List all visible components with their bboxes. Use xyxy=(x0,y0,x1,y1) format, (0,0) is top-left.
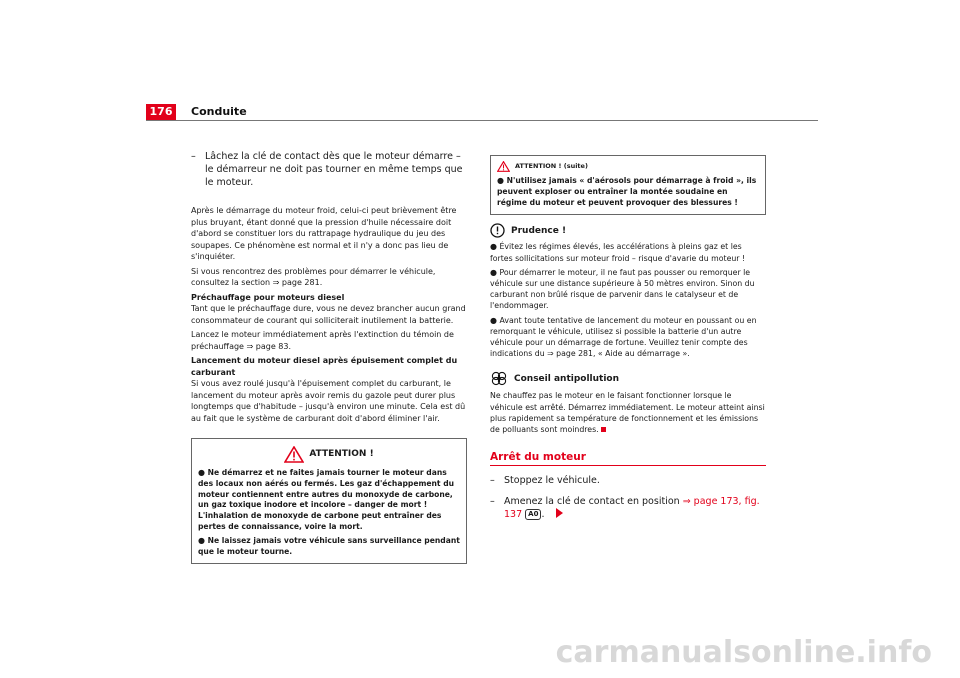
subheading-fuel-empty: Lancement du moteur diesel après épuisement complet du carburant xyxy=(191,356,458,377)
next-page-arrow-icon xyxy=(556,508,563,518)
end-of-section-icon xyxy=(601,427,606,432)
warning-triangle-icon xyxy=(497,161,510,172)
warning-continued-box xyxy=(490,155,766,215)
step-text: Lâchez la clé de contact dès que le moteur démarre – le démarreur ne doit pas tourner en même temps que le moteur. xyxy=(205,151,463,188)
key-position-badge: A0 xyxy=(525,509,541,520)
step-text: Stoppez le véhicule. xyxy=(504,475,600,487)
warning-triangle-icon xyxy=(284,446,304,463)
caution-header xyxy=(490,223,766,238)
header-divider xyxy=(146,120,818,121)
bullet-icon: ● xyxy=(497,176,504,185)
step-dash: – xyxy=(490,496,495,508)
step-dash: – xyxy=(191,151,196,162)
eco-text: Ne chauffez pas le moteur en le faisant fonctionner lorsque le véhicule est arrêté. Démarrez immédiatement. Le moteur atteint ainsi plus rapidement sa température de fonctionnement et les émissions de polluants sont moindres. xyxy=(490,391,765,435)
section-divider xyxy=(490,465,766,466)
section-title-engine-stop: Arrêt du moteur xyxy=(490,451,586,464)
page-reference-link[interactable]: ⇒ page 173, fig. 137 xyxy=(504,496,760,521)
paragraph-preheat: Tant que le préchauffage dure, vous ne devez brancher aucun grand consommateur de courant qui solliciterait inutilement la batterie. xyxy=(191,304,466,325)
bullet-icon: ● xyxy=(490,242,497,252)
step-dash: – xyxy=(490,475,495,487)
paragraph-start-problems: Si vous rencontrez des problèmes pour démarrer le véhicule, consultez la section ⇒ page 281. xyxy=(191,266,436,287)
watermark: carmanualsonline.info xyxy=(555,635,932,670)
warning-item-unattended: ● Ne laissez jamais votre véhicule sans surveillance pendant que le moteur tourne. xyxy=(198,535,460,556)
right-column xyxy=(490,155,766,523)
chapter-title: Conduite xyxy=(191,105,247,118)
step-key-position: – Amenez la clé de contact en position ⇒ page 173, fig. 137 A0 . xyxy=(490,496,760,521)
warning-header xyxy=(198,443,460,465)
bullet-icon: ● xyxy=(490,315,497,325)
caution-item-jump-start: ● Avant toute tentative de lancement du moteur en poussant ou en remorquant le véhicule, utilisez si possible la batterie d'un autre véhicule pour un démarrage de fortune. Veuillez tenir compte des indications du ⇒ page 281, « Aide au démarrage ». xyxy=(490,315,757,359)
step-release-key xyxy=(191,150,467,189)
bullet-icon: ● xyxy=(198,468,205,477)
eco-title: Conseil antipollution xyxy=(514,374,620,385)
warning-box xyxy=(191,438,467,564)
page-number: 176 xyxy=(146,104,176,120)
warning-item-ventilation: ● Ne démarrez et ne faites jamais tourner le moteur dans des locaux non aérés ou fermés. Les gaz d'échappement du moteur contiennent entre autres du monoxyde de carbone, un gaz toxique inodore et incolore – danger de mort ! L'inhalation de monoxyde de carbone peut entraîner des pertes de connaissance, voire la mort. xyxy=(198,468,455,531)
warning-continued-title: ATTENTION ! (suite) xyxy=(515,162,588,170)
warning-item-aerosol: ● N'utilisez jamais « d'aérosols pour démarrage à froid », ils peuvent exploser ou entraîner la montée soudaine en régime du moteur et peuvent provoquer des blessures ! xyxy=(497,176,757,207)
left-column xyxy=(191,150,467,564)
step-text: Amenez la clé de contact en position xyxy=(504,496,680,508)
bullet-icon: ● xyxy=(490,267,497,277)
step-stop-vehicle xyxy=(490,474,766,487)
warning-title: ATTENTION ! xyxy=(309,449,374,459)
subheading-diesel-preheat: Préchauffage pour moteurs diesel xyxy=(191,292,345,302)
eco-flower-icon xyxy=(490,371,508,387)
eco-header xyxy=(490,371,766,387)
paragraph-preheat-lamp: Lancez le moteur immédiatement après l'extinction du témoin de préchauffage ⇒ page 83. xyxy=(191,330,454,351)
caution-circle-icon xyxy=(490,223,505,238)
paragraph-cold-start: Après le démarrage du moteur froid, celui-ci peut brièvement être plus bruyant, étant donné que la pression d'huile nécessaire doit d'abord se constituer lors du rattrapage hydraulique du jeu des soupapes. Ce phénomène est normal et il n'y a donc pas lieu de s'inquiéter. xyxy=(191,206,457,261)
warning-continued-header xyxy=(497,159,759,173)
paragraph-fuel-empty: Si vous avez roulé jusqu'à l'épuisement complet du carburant, le lancement du moteur après avoir remis du gazole peut durer plus longtemps que d'habitude – jusqu'à environ une minute. Cela est dû au fait que le système de carburant doit d'abord éliminer l'air. xyxy=(191,379,466,423)
caution-item-high-revs: ● Évitez les régimes élevés, les accélérations à pleins gaz et les fortes sollicitations sur moteur froid – risque d'avarie du moteur ! xyxy=(490,242,746,263)
caution-title: Prudence ! xyxy=(511,225,567,236)
eco-text-block xyxy=(490,390,766,435)
bullet-icon: ● xyxy=(198,535,205,545)
caution-item-push-start: ● Pour démarrer le moteur, il ne faut pas pousser ou remorquer le véhicule sur une distance supérieure à 50 mètres environ. Sinon du carburant non brûlé risque de parvenir dans le catalyseur et de l'endommager. xyxy=(490,267,755,311)
